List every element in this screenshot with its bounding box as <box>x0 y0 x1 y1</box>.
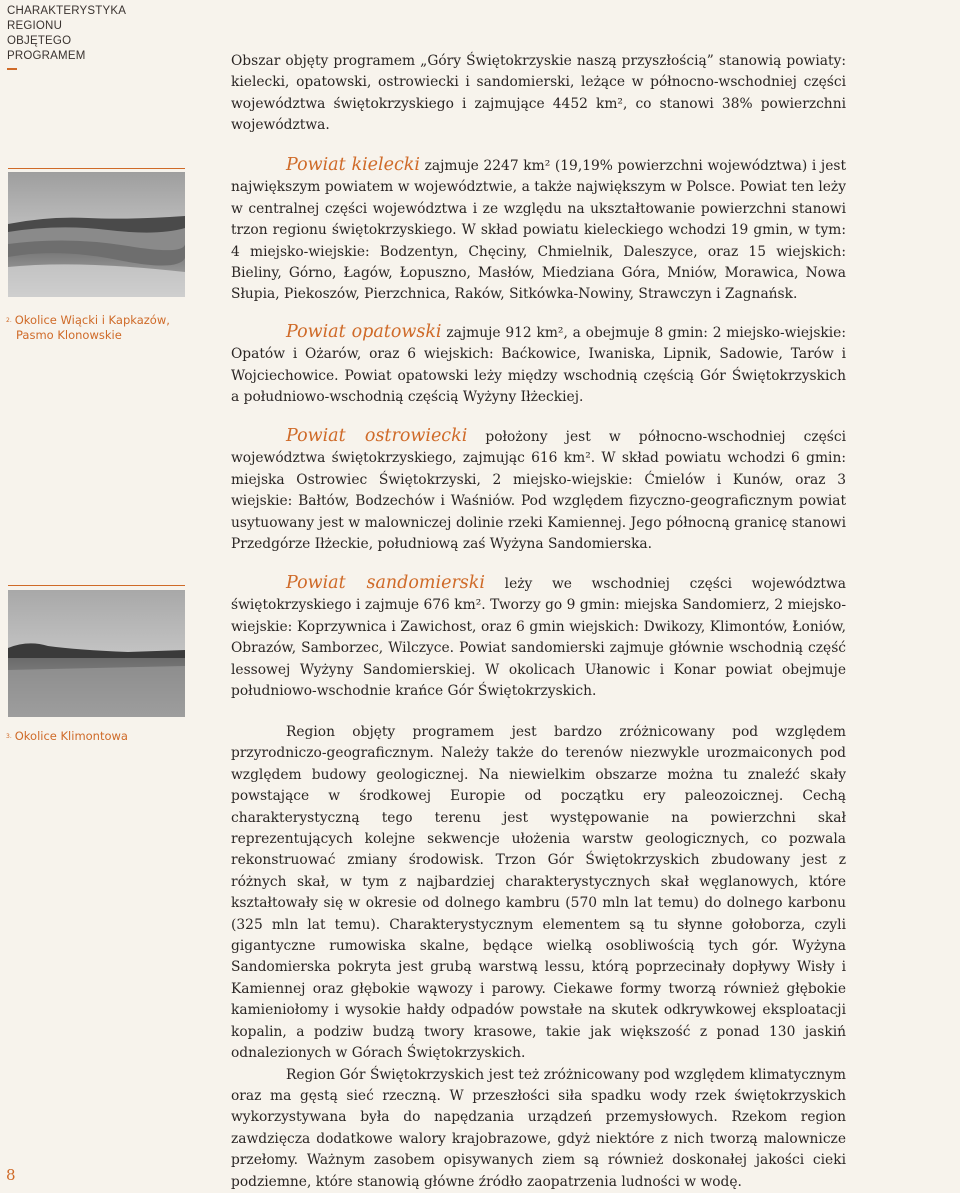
photo-rule <box>8 168 185 169</box>
region-paragraph: Region objęty programem jest bardzo zróżnicowany pod względem przyrodniczo-geograficznym. Należy także do terenów niezwykle urozmaiconych pod względem budowy geologicznej. Na niewielkim obszarze można tu znaleźć skały powstające w środkowej Europie od początku ery paleozoicznej. Cechą charakterystyczną tego terenu jest występowanie na powierzchni skał reprezentujących kolejne sekwencje ułożenia warstw geologicznych, co pozwala rekonstruować zmiany środowisk. Trzon Gór Świętokrzyskich zbudowany jest z różnych skał, w tym z najbardziej charakterystycznych skał węglanowych, które kształtowały się w okresie od dolnego kambru (570 mln lat temu) do dolnego karbonu (325 mln lat temu). Charakterystycznym elementem są tu słynne gołoborza, czyli gigantyczne rumowiska skalne, będące wielką osobliwością tych gór. Wyżyna Sandomierska pokryta jest grubą warstwą lessu, którą poprzecinały dopływy Wisły i Kamiennej oraz głębokie wąwozy i parowy. Ciekawe formy tworzą również głębokie kamieniołomy i wysokie hałdy odpadów powstałe na skutek odkrywkowej eksploatacji kopalin, a podziw budzą twory krasowe, takie jak większość z ponad 130 jaskiń odnalezionych w Górach Świętokrzyskich. <box>231 724 846 1062</box>
powiat-text: położony jest w północno-wschodniej części województwa świętokrzyskiego, zajmując 616 km². W skład powiatu wchodzi 6 gmin: miejska Ostrowiec Świętokrzyski, 2 miejsko-wiejskie: Ćmielów i Kunów, oraz 3 wiejskie: Bałtów, Bodzechów i Waśniów. Pod względem fizyczno-geograficznym powiat usytuowany jest w malowniczej dolinie rzeki Kamiennej. Jego północną granicę stanowi Przedgórze Iłżeckie, południową zaś Wyżyna Sandomierska. <box>231 429 846 553</box>
photo-landscape-hills <box>8 172 185 297</box>
accent-dash <box>7 68 17 70</box>
intro-paragraph <box>231 51 846 137</box>
powiat-sandomierski-section <box>231 573 846 702</box>
powiat-ostrowiecki-section <box>231 426 846 555</box>
caption-text: Okolice Klimontowa <box>14 729 128 743</box>
powiat-name: Powiat opatowski <box>286 322 442 342</box>
photo-landscape-field <box>8 590 185 717</box>
section-title-line: PROGRAMEM <box>7 50 86 62</box>
caption-text: Okolice Wiącki i Kapkazów, <box>14 313 170 327</box>
caption-text: Pasmo Klonowskie <box>16 328 122 342</box>
caption-number: 3. <box>6 733 12 740</box>
caption-number: 2. <box>6 317 12 324</box>
powiat-name: Powiat sandomierski <box>286 573 485 593</box>
section-title-line: CHARAKTERYSTYKA <box>7 5 127 17</box>
powiat-text: zajmuje 2247 km² (19,19% powierzchni województwa) i jest największym powiatem w województwie, a także największym w Polsce. Powiat ten leży w centralnej części województwa i ze względu na ukształtowanie powierzchni stanowi trzon regionu świętokrzyskiego. W skład powiatu kieleckiego wchodzi 19 gmin, w tym: 4 miejsko-wiejskie: Bodzentyn, Chęciny, Chmielnik, Daleszyce, oraz 15 wiejskich: Bieliny, Górno, Łagów, Łopuszno, Masłów, Miedziana Góra, Mniów, Morawica, Nowa Słupia, Piekoszów, Pierzchnica, Raków, Sitkówka-Nowiny, Strawczyn i Zagnańsk. <box>231 158 846 303</box>
photo-caption <box>6 313 181 343</box>
powiat-name: Powiat kielecki <box>286 155 420 175</box>
intro-text: Obszar objęty programem „Góry Świętokrzyskie naszą przyszłością” stanowią powiaty: kielecki, opatowski, ostrowiecki i sandomierski, leżące w północno-wschodniej części województwa świętokrzyskiego i zajmujące 4452 km², co stanowi 38% powierzchni województwa. <box>231 53 846 134</box>
region-description <box>231 722 846 1193</box>
powiat-text: leży we wschodniej części województwa świętokrzyskiego i zajmuje 676 km². Tworzy go 9 gmin: miejska Sandomierz, 2 miejsko-wiejskie: Koprzywnica i Zawichost, oraz 6 gmin wiejskich: Dwikozy, Klimontów, Łoniów, Obrazów, Samborzec, Wilczyce. Powiat sandomierski zajmuje głównie wschodnią część lessowej Wyżyny Sandomierskiej. W okolicach Ułanowic i Konar powiat obejmuje południowo-wschodnie krańce Gór Świętokrzyskich. <box>231 576 846 700</box>
photo-rule <box>8 585 185 586</box>
section-title-line: REGIONU <box>7 20 63 32</box>
powiat-text: zajmuje 912 km², a obejmuje 8 gmin: 2 miejsko-wiejskie: Opatów i Ożarów, oraz 6 wiejskich: Baćkowice, Iwaniska, Lipnik, Sadowie, Tarów i Wojciechowice. Powiat opatowski leży między wschodnią częścią Gór Świętokrzyskich a południowo-wschodnią częścią Wyżyny Iłżeckiej. <box>231 325 846 406</box>
powiat-opatowski-section <box>231 322 846 409</box>
photo-caption <box>6 729 181 744</box>
section-title-line: OBJĘTEGO <box>7 35 72 47</box>
powiat-kielecki-section <box>231 155 846 306</box>
region-paragraph: Region Gór Świętokrzyskich jest też zróżnicowany pod względem klimatycznym oraz ma gęstą sieć rzeczną. W przeszłości siła spadku wody rzek świętokrzyskich wykorzystywana była do napędzania urządzeń przemysłowych. Rzekom region zawdzięcza dodatkowe walory krajobrazowe, gdyż niektóre z nich tworzą malownicze przełomy. Ważnym zasobem opisywanych ziem są również doskonałej jakości cieki podziemne, które stanowią główne źródło zaopatrzenia ludności w wodę. <box>231 1066 846 1190</box>
page-number: 8 <box>6 1166 16 1184</box>
section-title <box>7 4 126 64</box>
powiat-name: Powiat ostrowiecki <box>286 426 468 446</box>
